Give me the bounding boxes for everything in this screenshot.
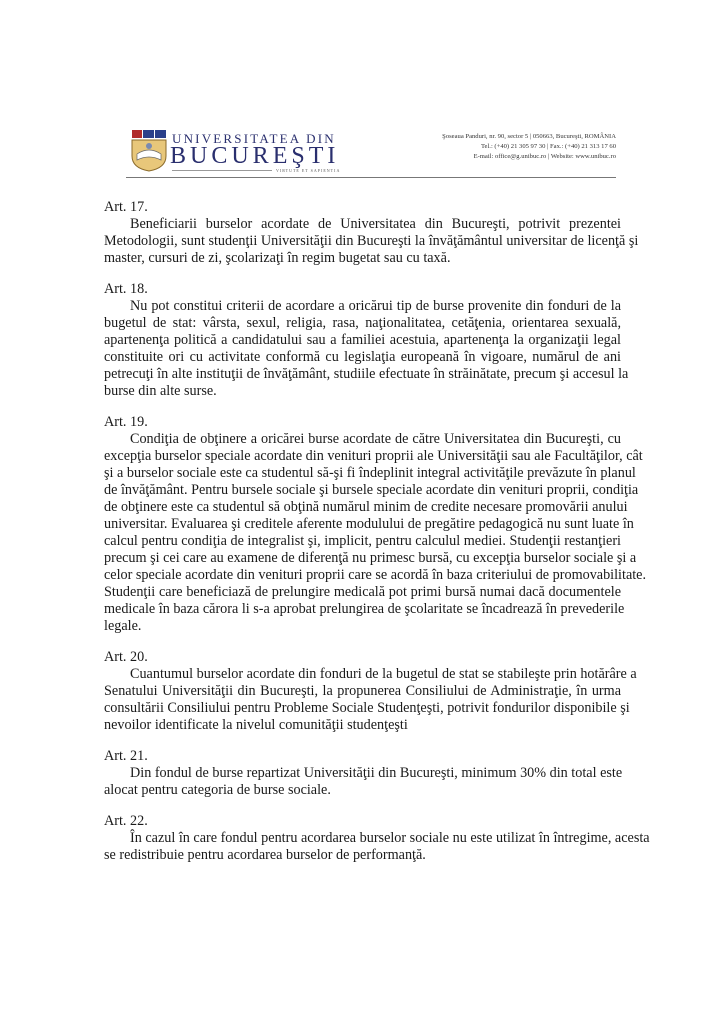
article-text-line: Beneficiarii burselor acordate de Universitatea din Bucureşti, potrivit prezentei xyxy=(130,216,621,232)
article-text-line: se redistribuie pentru acordarea burselor de performanţă. xyxy=(104,847,426,863)
article xyxy=(104,813,650,864)
article-title: Art. 20. xyxy=(104,649,148,665)
article xyxy=(104,649,637,734)
university-name-line1: UNIVERSITATEA DIN xyxy=(172,131,336,146)
article-text-line: Studenţii care beneficiază de prelungire medicală pot primi bursă numai dacă documentele xyxy=(104,584,621,600)
article-title: Art. 17. xyxy=(104,199,148,215)
article-text-line: precum şi cei care au examene de diferenţă nu primesc bursă, cu excepţia burselor sociale şi a xyxy=(104,550,637,566)
article-text-line: apartenenţa politică a candidatului sau a familiei acestuia, apartenenţa la organizaţii legal xyxy=(104,332,621,348)
article-text-line: nevoilor identificate la nivelul comunităţii studenţeşti xyxy=(104,717,408,733)
university-crest-logo xyxy=(128,128,170,172)
article-title: Art. 18. xyxy=(104,281,148,297)
article-text-line: Senatului Universităţii din Bucureşti, la propunerea Consiliului de Administraţie, în urma xyxy=(104,683,621,699)
motto-divider xyxy=(172,170,272,171)
article-text-line: de învăţământ. Pentru bursele sociale şi bursele speciale acordate din venituri proprii, condiţia xyxy=(104,482,639,498)
article-text-line: master, cursuri de zi, şcolarizaţi în regim bugetat sau cu taxă. xyxy=(104,250,451,266)
article-text-line: Metodologii, sunt studenţii Universităţii din Bucureşti la învăţământul universitar de licenţă şi xyxy=(104,233,639,249)
article-text-line: excepţia burselor speciale acordate din venituri proprii ale Universităţii sau ale Facultăţilor, cât xyxy=(104,448,643,464)
article-title: Art. 19. xyxy=(104,414,148,430)
header-divider xyxy=(126,177,616,178)
article-text-line: şi a burselor sociale este ca studentul să-şi fi îndeplinit integral activităţile prevăzute în planul xyxy=(104,465,636,481)
article-text-line: Cuantumul burselor acordate din fonduri de la bugetul de stat se stabileşte prin hotărâre a xyxy=(130,666,637,682)
article-text-line: Din fondul de burse repartizat Universităţii din Bucureşti, minimum 30% din total este xyxy=(130,765,623,781)
university-name-line2: BUCUREŞTI xyxy=(170,143,340,169)
article xyxy=(104,199,639,267)
article-text-line: bugetul de stat: vârsta, sexul, religia, rasa, naţionalitatea, cetăţenia, orientarea sexuală, xyxy=(104,315,621,331)
email-website: E-mail: office@g.unibuc.ro | Website: www.unibuc.ro xyxy=(473,153,616,160)
article-text-line: legale. xyxy=(104,618,142,634)
article-text-line: burse din alte surse. xyxy=(104,383,217,399)
article-text-line: consultării Consiliului pentru Probleme Sociale Studenţeşti, potrivit fondurilor disponibile şi xyxy=(104,700,630,716)
article-text-line: celor speciale acordate din venituri proprii care se acordă în baza criteriului de promovabilitate. xyxy=(104,567,647,583)
article-title: Art. 21. xyxy=(104,748,148,764)
article-text-line: calcul pentru condiţia de integralist şi, implicit, pentru calculul mediei. Studenţii restanţieri xyxy=(104,533,621,549)
article-title: Art. 22. xyxy=(104,813,148,829)
article-text-line: În cazul în care fondul pentru acordarea burselor sociale nu este utilizat în întregime, acesta xyxy=(130,830,650,846)
article xyxy=(104,414,647,635)
article-text-line: universitar. Evaluarea şi creditele aferente modulului de pregătire pedagogică nu sunt luate în xyxy=(104,516,634,532)
contact-info xyxy=(442,132,616,162)
article xyxy=(104,281,629,400)
address: Şoseaua Panduri, nr. 90, sector 5 | 050663, Bucureşti, ROMÂNIA xyxy=(442,133,616,140)
article xyxy=(104,748,621,799)
article-text-line: Nu pot constitui criterii de acordare a oricărui tip de burse provenite din fonduri de la xyxy=(130,298,621,314)
document-body xyxy=(104,199,650,864)
article-text-line: de obţinere este ca studentul să obţină numărul minim de credite necesare promovării anului xyxy=(104,499,628,515)
motto: VIRTUTE ET SAPIENTIA xyxy=(276,168,341,173)
phone-fax: Tel.: (+40) 21 305 97 30 | Fax.: (+40) 21 313 17 60 xyxy=(480,143,616,150)
article-text-line: Condiţia de obţinere a oricărei burse acordate de către Universitatea din Bucureşti, cu xyxy=(130,431,621,447)
article-text-line: petrecuţi în alte instituţii de învăţământ, studiile efectuate în străinătate, precum şi accesul la xyxy=(104,366,629,382)
article-text-line: medicale în baza cărora li s-a aprobat prelungirea de şcolaritate se încadrează în prevederile xyxy=(104,601,625,617)
article-text-line: alocat pentru categoria de burse sociale. xyxy=(104,782,331,798)
article-text-line: constituite ori cu activitate conformă cu legislaţia europeană în vigoare, numărul de ani xyxy=(104,349,621,365)
letterhead xyxy=(126,124,616,180)
